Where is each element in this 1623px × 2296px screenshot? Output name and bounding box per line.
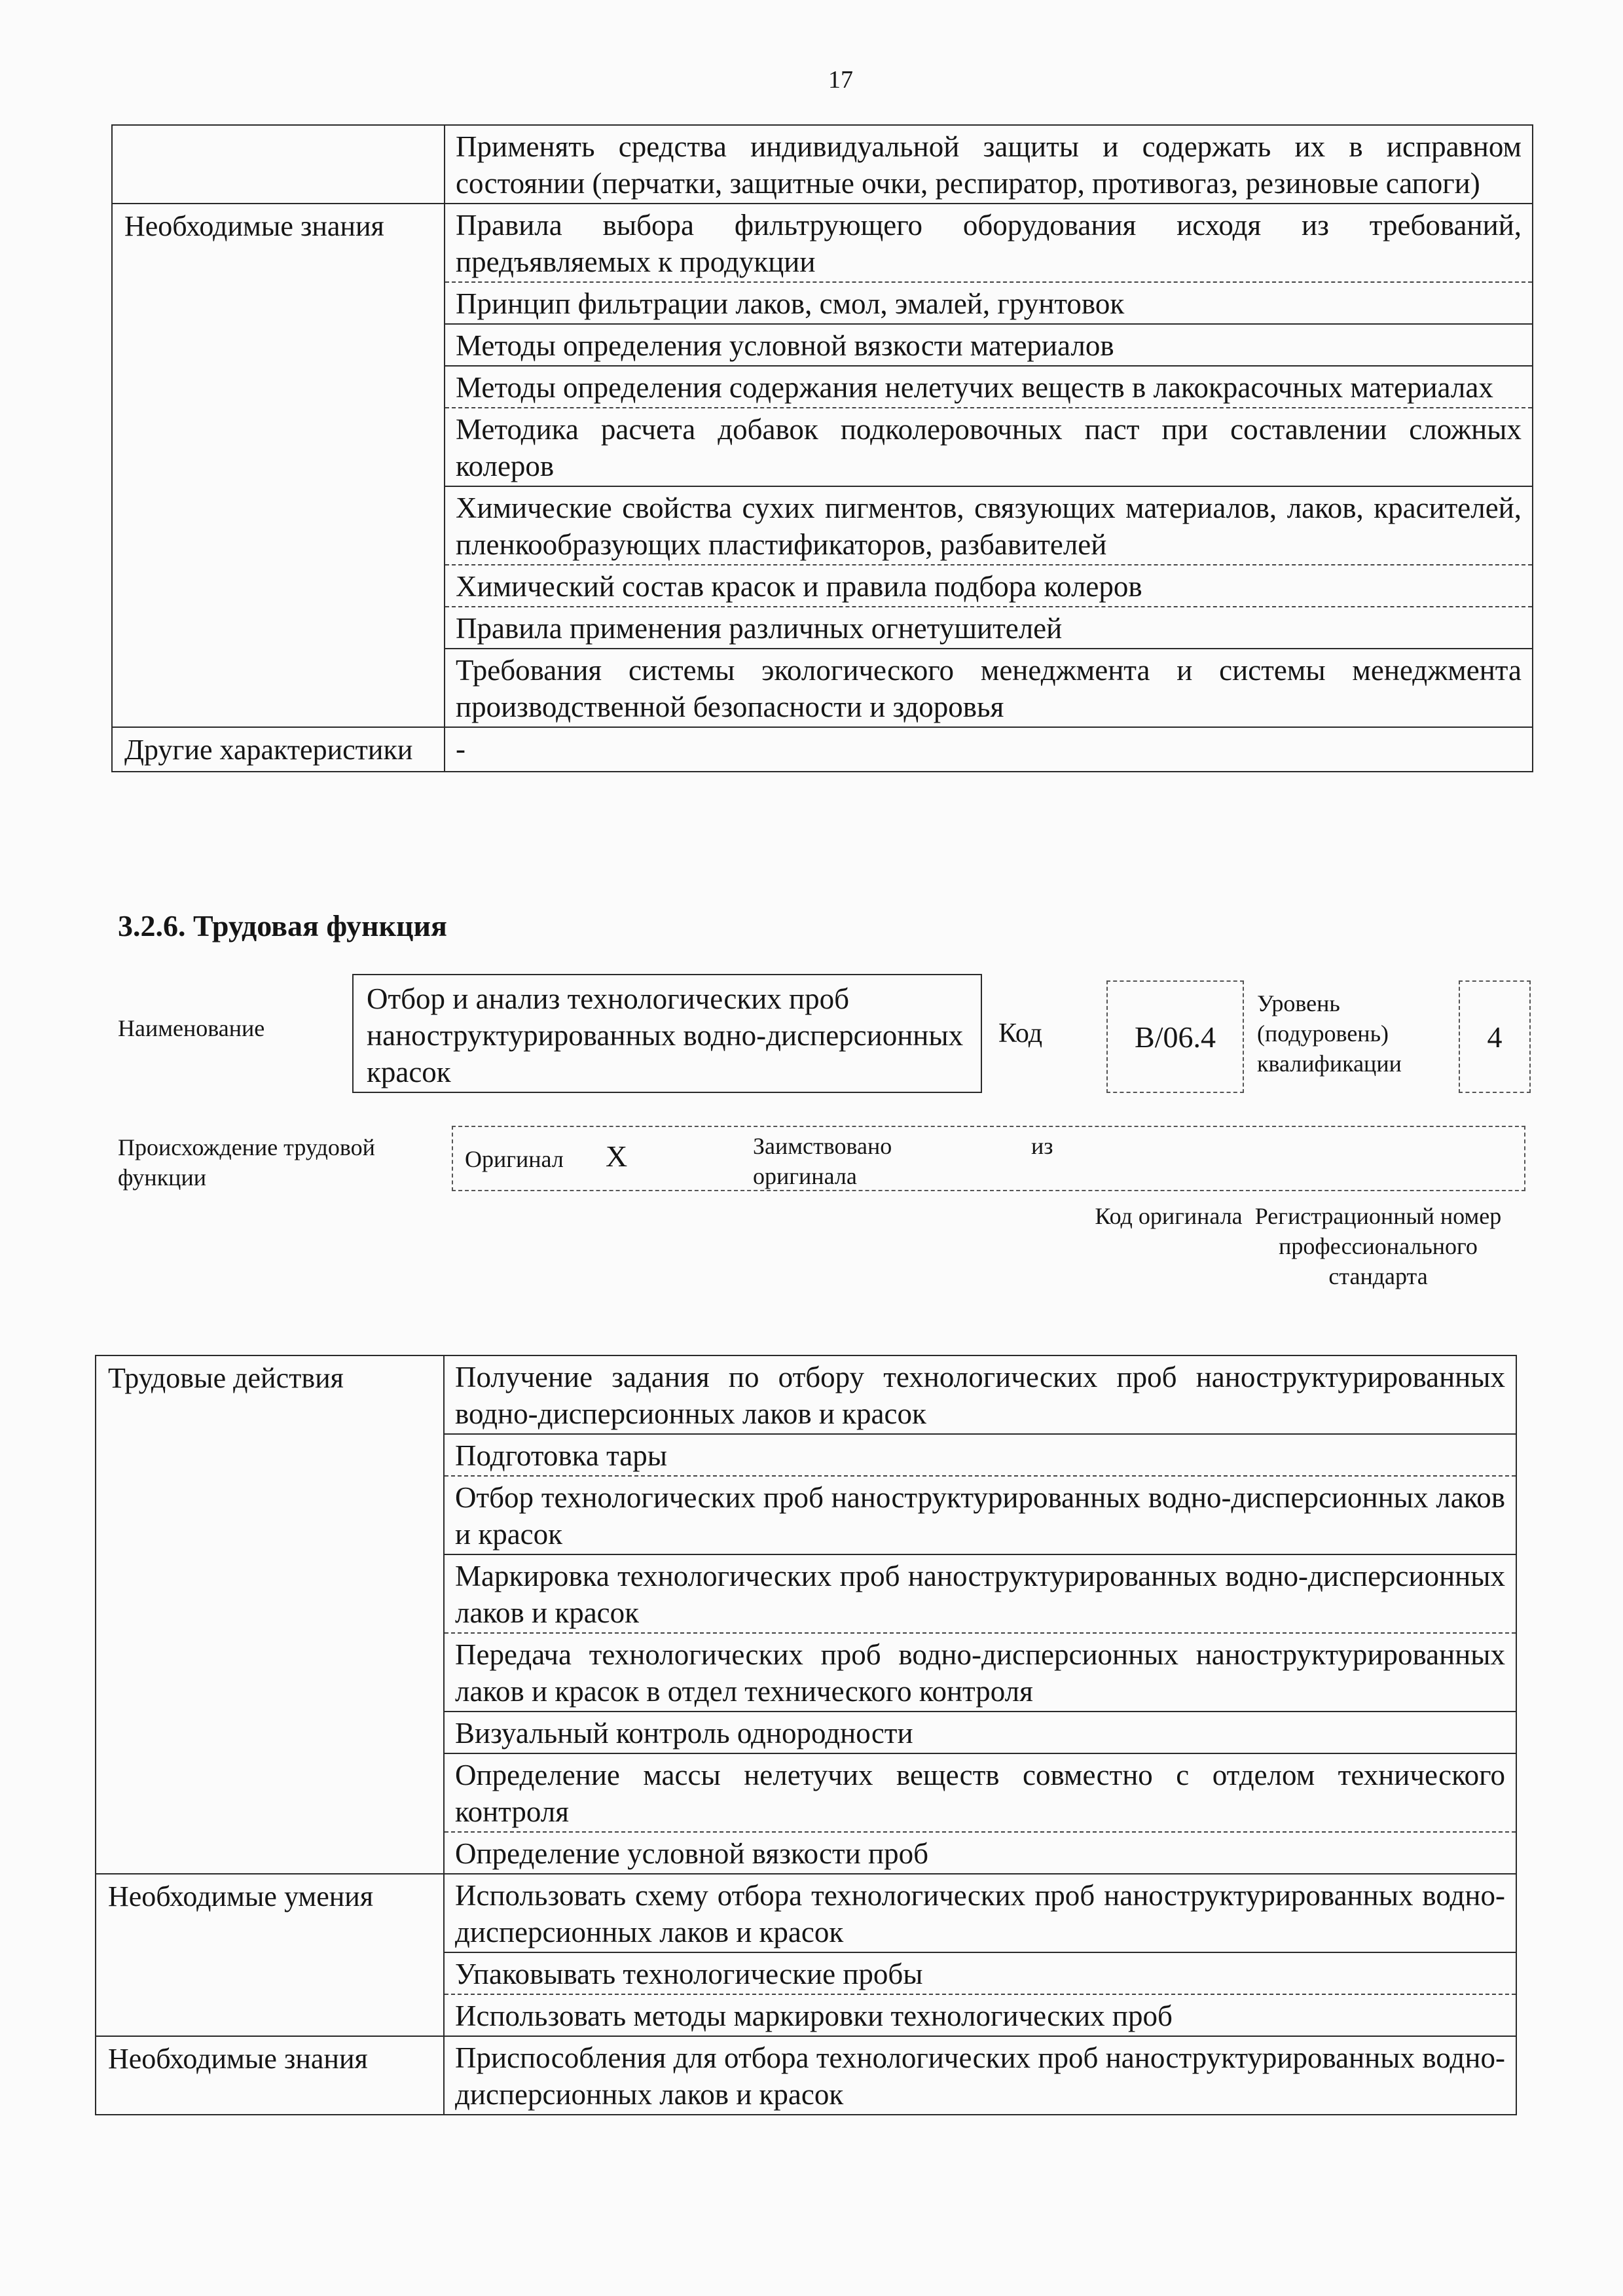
function-name-box xyxy=(352,974,982,1093)
row-label: Трудовые действия xyxy=(96,1355,444,1874)
code-label: Код xyxy=(998,1018,1043,1049)
list-item: Упаковывать технологические пробы xyxy=(445,1953,1516,1995)
table-row xyxy=(96,1355,1516,1874)
level-label: Уровень (подуровень) квалификации xyxy=(1257,990,1402,1077)
page-number: 17 xyxy=(828,66,853,94)
table-row xyxy=(112,727,1533,772)
list-item: Методы определения содержания нелетучих веществ в лакокрасочных материалах xyxy=(445,367,1532,408)
table-row xyxy=(112,125,1533,204)
list-item: Методика расчета добавок подколеровочных паст при составлении сложных колеров xyxy=(445,408,1532,487)
list-item: Методы определения условной вязкости материалов xyxy=(445,325,1532,367)
list-item: Определение условной вязкости проб xyxy=(455,1837,929,1870)
level-box xyxy=(1459,980,1531,1093)
list-item: Отбор технологических проб наноструктурированных водно-дисперсионных лаков и красок xyxy=(445,1477,1516,1555)
table-row xyxy=(96,2036,1516,2115)
code-box xyxy=(1106,980,1244,1093)
list-item: Определение массы нелетучих веществ совместно с отделом технического контроля xyxy=(445,1754,1516,1833)
row-label xyxy=(112,125,445,204)
row-label: Необходимые умения xyxy=(96,1874,444,2036)
reg-caption: Регистрационный номер профессионального стандарта xyxy=(1254,1203,1502,1289)
row-label: Необходимые знания xyxy=(96,2036,444,2115)
table-row xyxy=(96,1874,1516,2036)
name-label: Наименование xyxy=(118,1015,265,1041)
original-label: Оригинал xyxy=(465,1146,564,1172)
table-row xyxy=(112,204,1533,727)
origin-label: Происхождение трудовой функции xyxy=(118,1134,375,1191)
original-mark: X xyxy=(606,1139,628,1173)
function-name: Отбор и анализ технологических проб наноструктурированных водно-дисперсионных красок xyxy=(367,982,964,1088)
list-item: Правила выбора фильтрующего оборудования исходя из требований, предъявляемых к продукции xyxy=(445,204,1532,283)
list-item: Визуальный контроль однородности xyxy=(445,1712,1516,1754)
section-heading: 3.2.6. Трудовая функция xyxy=(118,909,447,942)
table-continuation xyxy=(111,124,1533,772)
list-item: Химический состав красок и правила подбора колеров xyxy=(445,565,1532,607)
table-function xyxy=(95,1355,1517,2115)
row-label: Необходимые знания xyxy=(112,204,445,727)
list-item: Маркировка технологических проб наноструктурированных водно-дисперсионных лаков и красок xyxy=(445,1555,1516,1634)
list-item: Химические свойства сухих пигментов, связующих материалов, лаков, красителей, пленкообразующих пластификаторов, разбавителей xyxy=(445,487,1532,565)
list-item: Принцип фильтрации лаков, смол, эмалей, грунтовок xyxy=(445,283,1532,325)
list-item: Использовать схему отбора технологических проб наноструктурированных водно-дисперсионных лаков и красок xyxy=(445,1874,1516,1953)
level-value: 4 xyxy=(1487,1020,1503,1054)
borrowed-label: Заимствовано оригинала xyxy=(753,1133,892,1189)
list-item: Применять средства индивидуальной защиты и содержать их в исправном состоянии (перчатки, защитные очки, респиратор, противогаз, резиновые сапоги) xyxy=(456,130,1522,200)
list-item: Передача технологических проб водно-дисперсионных наноструктурированных лаков и красок в отдел технического контроля xyxy=(445,1634,1516,1712)
list-item: - xyxy=(456,732,465,765)
list-item: Приспособления для отбора технологических проб наноструктурированных водно-дисперсионных лаков и красок xyxy=(455,2041,1505,2111)
list-item: Подготовка тары xyxy=(445,1435,1516,1477)
list-item: Требования системы экологического менеджмента и системы менеджмента производственной безопасности и здоровья xyxy=(456,654,1522,723)
code-caption: Код оригинала xyxy=(1095,1203,1243,1229)
code-value: B/06.4 xyxy=(1135,1020,1216,1054)
from-label: из xyxy=(1031,1133,1053,1159)
list-item: Правила применения различных огнетушителей xyxy=(445,607,1532,649)
list-item: Получение задания по отбору технологических проб наноструктурированных водно-дисперсионных лаков и красок xyxy=(445,1356,1516,1435)
row-label: Другие характеристики xyxy=(112,727,445,772)
list-item: Использовать методы маркировки технологических проб xyxy=(455,2000,1173,2032)
